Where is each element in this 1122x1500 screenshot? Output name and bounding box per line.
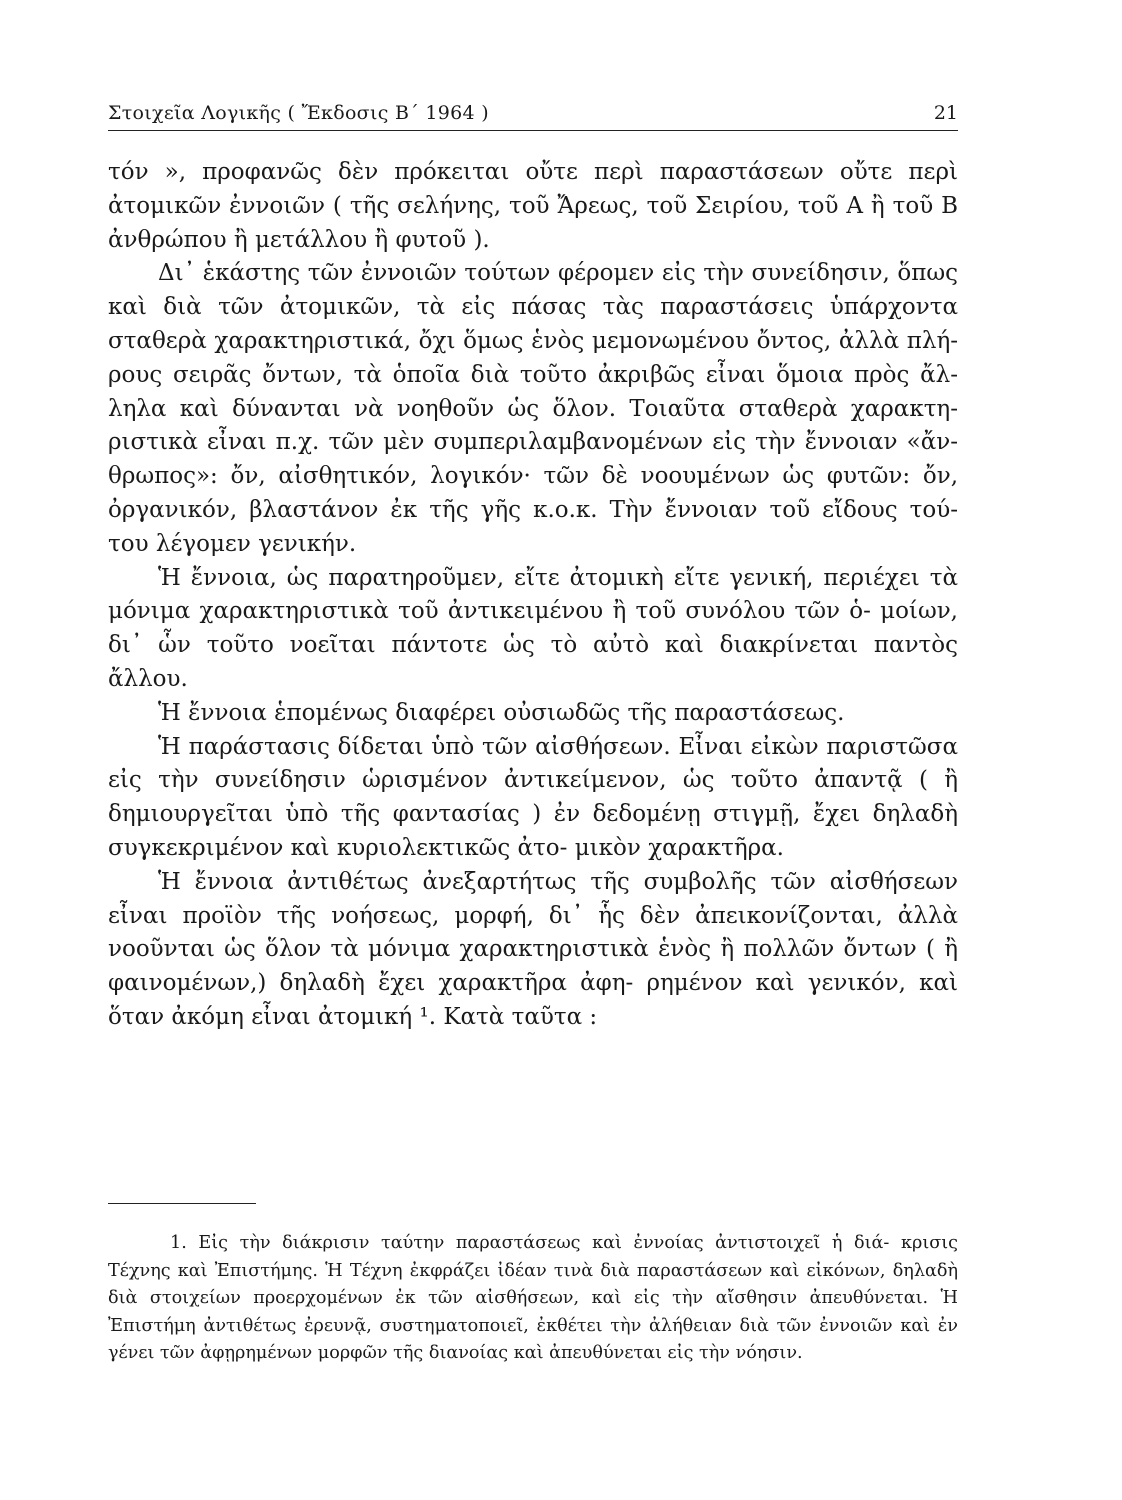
footnotes — [108, 1230, 958, 1368]
paragraph: τόν », προφανῶς δὲν πρόκειται οὔτε περὶ παραστάσεων οὔτε περὶ ἀτομικῶν ἐννοιῶν ( τῆς σελήνης, τοῦ Ἄρεως, τοῦ Σειρίου, τοῦ Α ἢ τοῦ Β ἀνθρώπου ἢ μετάλλου ἢ φυτοῦ ). — [108, 159, 958, 253]
paragraph: Ἡ ἔννοια, ὡς παρατηροῦμεν, εἴτε ἀτομικὴ εἴτε γενική, περιέχει τὰ μόνιμα χαρακτηριστικὰ τοῦ ἀντικειμένου ἢ τοῦ συνόλου τῶν ὁ- μοίων, δι᾽ ὧν τοῦτο νοεῖται πάντοτε ὡς τὸ αὐτὸ καὶ διακρίνεται παντὸς ἄλλου. — [108, 564, 958, 692]
paragraph: Ἡ ἔννοια ἀντιθέτως ἀνεξαρτήτως τῆς συμβολῆς τῶν αἰσθήσεων εἶναι προϊὸν τῆς νοήσεως, μορφή, δι᾽ ἧς δὲν ἀπεικονίζονται, ἀλλὰ νοοῦνται ὡς ὅλον τὰ μόνιμα χαρακτηριστικὰ ἑνὸς ἢ πολλῶν ὄντων ( ἢ φαινομένων,) δηλαδὴ ἔχει χαρακτῆρα ἀφη- ρημένον καὶ γενικόν, καὶ ὅταν ἀκόμη εἶναι ἀτομική ¹. Κατὰ ταῦτα : — [108, 868, 958, 1030]
running-title: Στοιχεῖα Λογικῆς ( Ἔκδοσις Β΄ 1964 ) — [108, 102, 489, 124]
page-header — [108, 98, 958, 131]
body-text — [108, 156, 958, 1035]
footnote-divider — [108, 1203, 256, 1204]
paragraph: Ἡ παράστασις δίδεται ὑπὸ τῶν αἰσθήσεων. Εἶναι εἰκὼν παριστῶσα εἰς τὴν συνείδησιν ὡρισμένον ἀντικείμενον, ὡς τοῦτο ἀπαντᾷ ( ἢ δημιουργεῖται ὑπὸ τῆς φαντασίας ) ἐν δεδομένῃ στιγμῇ, ἔχει δηλαδὴ συγκεκριμένον καὶ κυριολεκτικῶς ἀτο- μικὸν χαρακτῆρα. — [108, 733, 958, 861]
footnote: 1. Εἰς τὴν διάκρισιν ταύτην παραστάσεως καὶ ἐννοίας ἀντιστοιχεῖ ἡ διά- κρισις Τέχνης καὶ Ἐπιστήμης. Ἡ Τέχνη ἐκφράζει ἰδέαν τινὰ διὰ παραστάσεων καὶ εἰκόνων, δηλαδὴ διὰ στοιχείων προερχομένων ἐκ τῶν αἰσθήσεων, καὶ εἰς τὴν αἴσθησιν ἀπευθύνεται. Ἡ Ἐπιστήμη ἀντιθέτως ἐρευνᾷ, συστηματοποιεῖ, ἐκθέτει τὴν ἀλήθειαν διὰ τῶν ἐννοιῶν καὶ ἐν γένει τῶν ἀφῃρημένων μορφῶν τῆς διανοίας καὶ ἀπευθύνεται εἰς τὴν νόησιν. — [108, 1233, 958, 1364]
paragraph: Δι᾽ ἑκάστης τῶν ἐννοιῶν τούτων φέρομεν εἰς τὴν συνείδησιν, ὅπως καὶ διὰ τῶν ἀτομικῶν, τὰ εἰς πάσας τὰς παραστάσεις ὑπάρχοντα σταθερὰ χαρακτηριστικά, ὄχι ὅμως ἑνὸς μεμονωμένου ὄντος, ἀλλὰ πλή- ρους σειρᾶς ὄντων, τὰ ὁποῖα διὰ τοῦτο ἀκριβῶς εἶναι ὅμοια πρὸς ἄλ- ληλα καὶ δύνανται νὰ νοηθοῦν ὡς ὅλον. Τοιαῦτα σταθερὰ χαρακτη- ριστικὰ εἶναι π.χ. τῶν μὲν συμπεριλαμβανομένων εἰς τὴν ἔννοιαν «ἄν- θρωπος»: ὄν, αἰσθητικόν, λογικόν· τῶν δὲ νοουμένων ὡς φυτῶν: ὄν, ὀργανικόν, βλαστάνον ἐκ τῆς γῆς κ.ο.κ. Τὴν ἔννοιαν τοῦ εἴδους τού- του λέγομεν γενικήν. — [108, 260, 958, 557]
paragraph: Ἡ ἔννοια ἑπομένως διαφέρει οὐσιωδῶς τῆς παραστάσεως. — [158, 699, 845, 726]
page-number: 21 — [933, 102, 958, 124]
